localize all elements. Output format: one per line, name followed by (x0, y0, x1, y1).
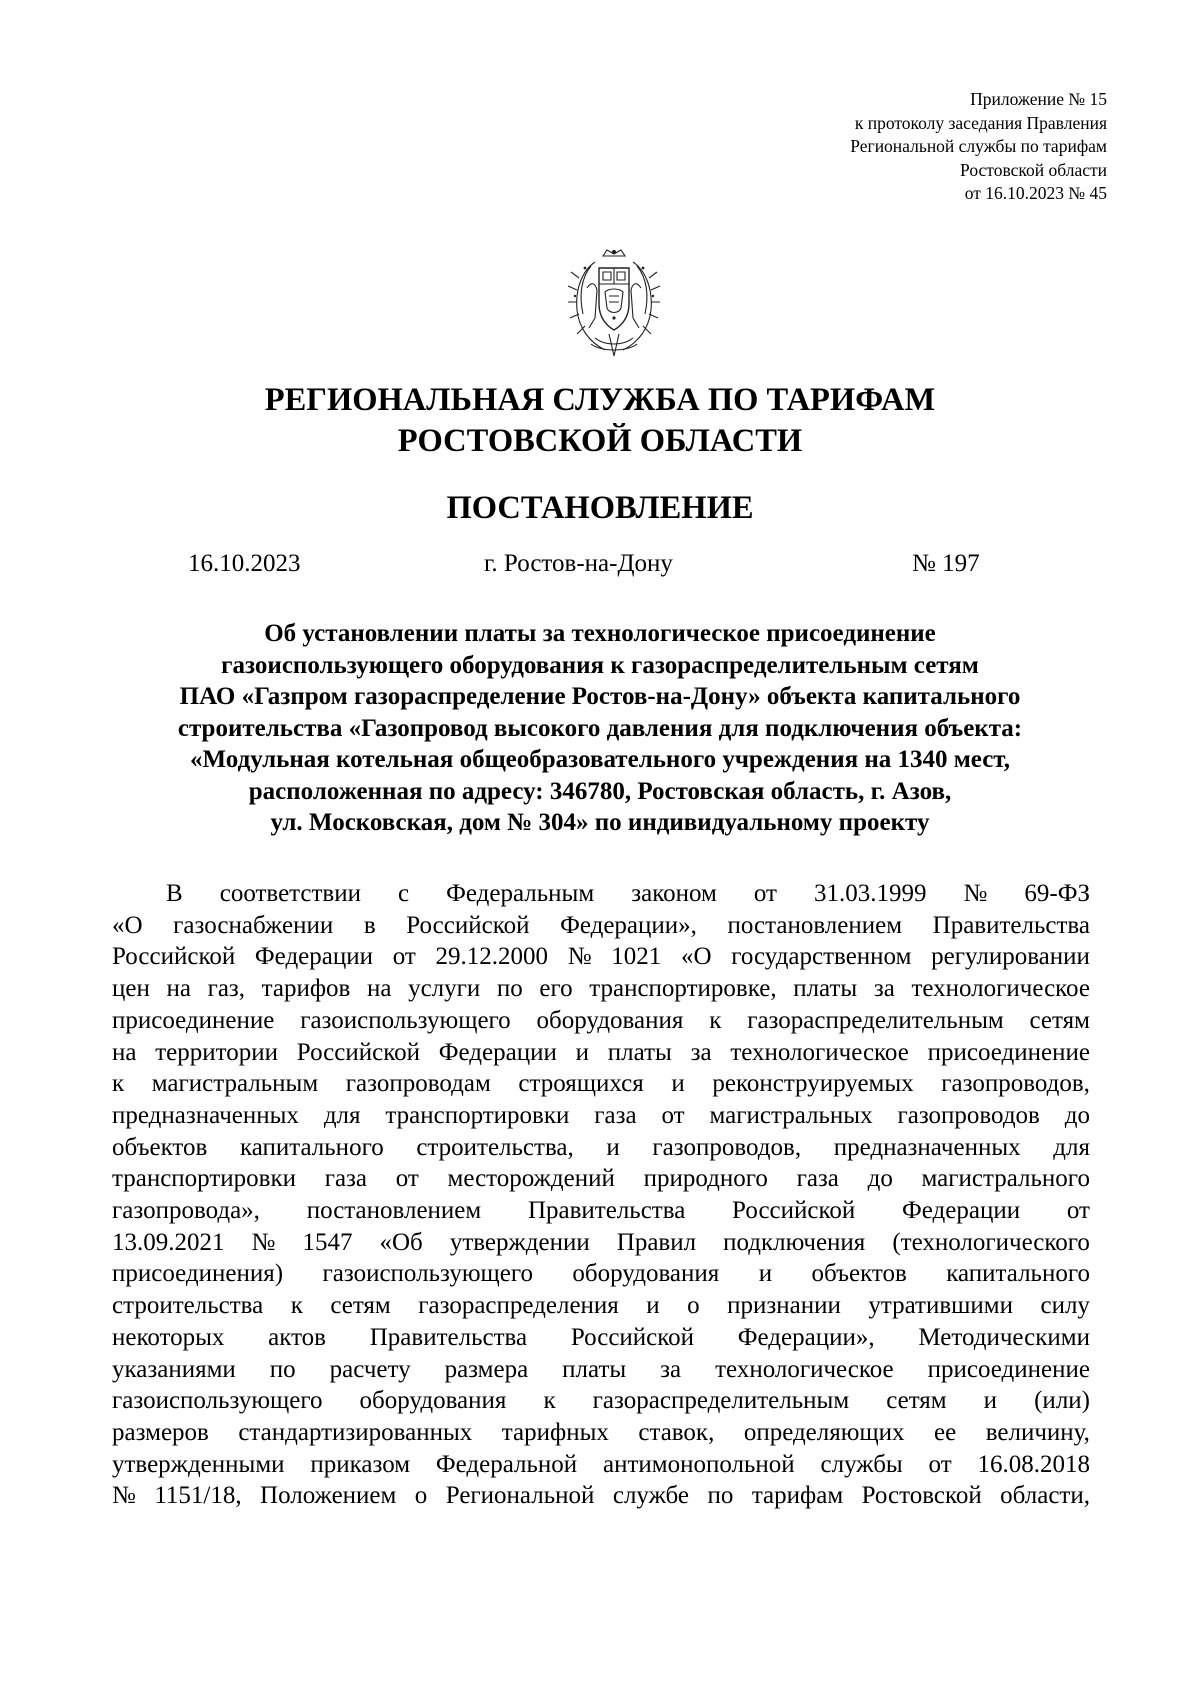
body-line: предназначенных для транспортировки газа от магистральных газопроводов до (112, 1101, 1090, 1129)
subject-line: ПАО «Газпром газораспределение Ростов-на-Дону» объекта капитального (179, 683, 1021, 710)
appendix-line: к протоколу заседания Правления (854, 112, 1107, 133)
body-paragraph (112, 878, 1090, 1512)
subject-line: ул. Московская, дом № 304» по индивидуальному проекту (270, 809, 930, 836)
subject-line: «Модульная котельная общеобразовательного учреждения на 1340 мест, (190, 746, 1010, 773)
appendix-line: Ростовской области (960, 159, 1107, 180)
organization-line: РОСТОВСКОЙ ОБЛАСТИ (397, 423, 803, 459)
body-line: 13.09.2021 № 1547 «Об утверждении Правил подключения (технологического (112, 1228, 1090, 1256)
subject-line: расположенная по адресу: 346780, Ростовская область, г. Азов, (248, 777, 952, 805)
body-line: к магистральным газопроводам строящихся и реконструируемых газопроводов, (112, 1070, 1090, 1098)
body-line: В соответствии с Федеральным законом от 31.03.1999 № 69-ФЗ (166, 880, 1090, 907)
subject-line: газоиспользующего оборудования к газораспределительным сетям (221, 651, 979, 679)
document-subject (110, 618, 1090, 839)
body-line: присоединения) газоиспользующего оборудования и объектов капитального (112, 1260, 1090, 1288)
body-line: № 1151/18, Положением о Региональной службе по тарифам Ростовской области, (112, 1482, 1090, 1510)
organization-name (0, 380, 1200, 462)
body-line: транспортировки газа от месторождений природного газа до магистрального (112, 1165, 1090, 1193)
body-line: размеров стандартизированных тарифных ставок, определяющих ее величину, (112, 1418, 1090, 1446)
document-date: 16.10.2023 (188, 550, 301, 577)
body-line: строительства к сетям газораспределения и о признании утратившими силу (112, 1292, 1090, 1320)
body-line: газоиспользующего оборудования к газораспределительным сетям и (или) (112, 1387, 1090, 1415)
body-line: «О газоснабжении в Российской Федерации», постановлением Правительства (112, 911, 1090, 939)
body-line: газопровода», постановлением Правительства Российской Федерации от (112, 1197, 1090, 1225)
body-line: некоторых актов Правительства Российской Федерации», Методическими (112, 1323, 1090, 1351)
document-type: ПОСТАНОВЛЕНИЕ (446, 490, 754, 526)
appendix-note (850, 88, 1107, 206)
appendix-line: Приложение № 15 (970, 89, 1107, 109)
body-line: объектов капитального строительства, и газопроводов, предназначенных для (112, 1133, 1090, 1161)
subject-line: строительства «Газопровод высокого давления для подключения объекта: (177, 714, 1023, 742)
appendix-line: от 16.10.2023 № 45 (964, 183, 1107, 203)
organization-line: РЕГИОНАЛЬНАЯ СЛУЖБА ПО ТАРИФАМ (264, 382, 936, 418)
subject-line: Об установлении платы за технологическое присоединение (264, 620, 936, 647)
body-line: цен на газ, тарифов на услуги по его транспортировке, платы за технологическое (112, 975, 1090, 1003)
body-line: указаниями по расчету размера платы за технологическое присоединение (112, 1355, 1090, 1383)
body-line: на территории Российской Федерации и платы за технологическое присоединение (112, 1038, 1090, 1066)
document-city: г. Ростов-на-Дону (484, 550, 673, 577)
document-number: № 197 (912, 550, 980, 577)
body-line: Российской Федерации от 29.12.2000 № 1021 «О государственном регулировании (112, 943, 1090, 971)
coat-of-arms-icon (565, 248, 663, 358)
body-line: присоединение газоиспользующего оборудования к газораспределительным сетям (112, 1006, 1090, 1034)
appendix-line: Региональной службы по тарифам (850, 136, 1107, 156)
body-line: утвержденными приказом Федеральной антимонопольной службы от 16.08.2018 (112, 1450, 1090, 1478)
